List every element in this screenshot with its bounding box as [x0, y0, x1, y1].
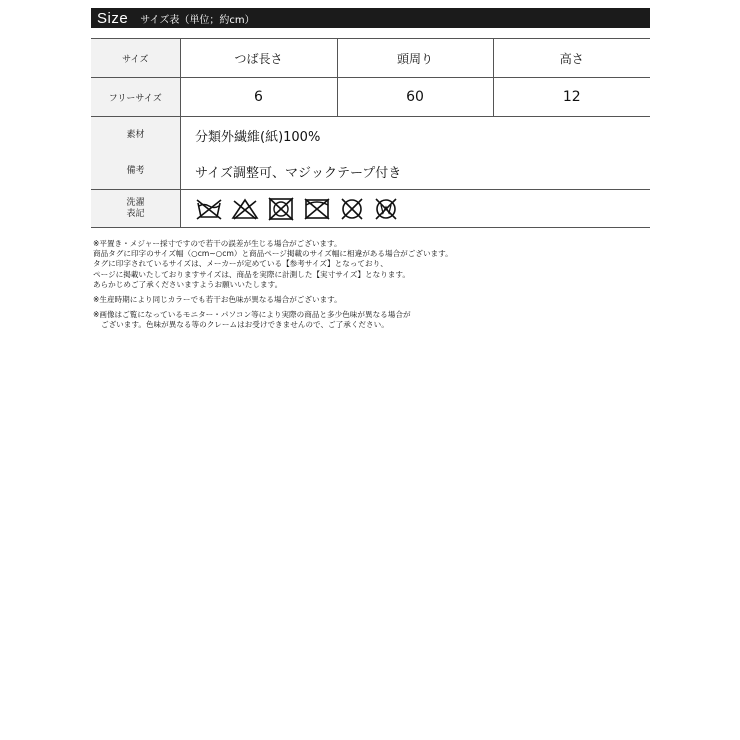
column-header-height: 高さ: [493, 39, 650, 78]
size-header-bar: [91, 8, 650, 28]
cell-head-circumference: 60: [337, 78, 493, 117]
care-row: [91, 189, 650, 227]
material-label: 素材: [91, 117, 181, 153]
note-line: ページに掲載いたしておりますサイズは、商品を実際に計測した【実寸サイズ】となります。: [93, 269, 410, 279]
table-row: [91, 78, 650, 117]
no-wet-clean-icon: [373, 197, 399, 221]
care-icons: [181, 197, 399, 221]
size-unit-note: サイズ表（単位；約cm）: [140, 14, 255, 26]
note-line: ございます。色味が異なる等のクレームはお受けできませんので、ご了承ください。: [101, 320, 389, 330]
material-row: [91, 117, 650, 153]
no-dry-clean-icon: [339, 197, 365, 221]
note-line: タグに印字されているサイズは、メーカーが定めている【参考サイズ】となっており、: [93, 259, 388, 269]
no-dry-icon: [303, 197, 331, 221]
size-table-header-row: [91, 39, 650, 78]
no-wash-icon: [195, 197, 223, 221]
no-bleach-icon: [231, 197, 259, 221]
column-header-head-circumference: 頭周り: [337, 39, 493, 78]
care-label-line-2: 表記: [126, 208, 145, 219]
note-line: あらかじめご了承くださいますようお願いいたします。: [93, 279, 283, 289]
remarks-value: サイズ調整可、マジックテープ付き: [195, 165, 402, 181]
size-notes: [93, 239, 653, 331]
size-title: Size: [97, 9, 129, 27]
size-table: [91, 38, 650, 117]
column-header-brim-length: つば長さ: [180, 39, 337, 78]
column-header-size: サイズ: [91, 39, 180, 78]
no-tumble-dry-icon: [267, 197, 295, 221]
row-size-name: フリーサイズ: [91, 78, 180, 117]
remarks-label: 備考: [91, 153, 181, 189]
note-line: ※生産時期により同じカラーでも若干お色味が異なる場合がございます。: [93, 295, 342, 305]
note-line: ※平置き・メジャー採寸ですので若干の誤差が生じる場合がございます。: [93, 239, 342, 248]
product-info-table: [91, 116, 650, 228]
material-value: 分類外繊維(紙)100%: [195, 129, 321, 145]
cell-height: 12: [493, 78, 650, 117]
care-label: [91, 190, 181, 227]
remarks-row: [91, 153, 650, 189]
cell-brim-length: 6: [180, 78, 337, 117]
note-line: ※画像はご覧になっているモニター・パソコン等により実際の商品と多少色味が異なる場合が: [93, 310, 411, 320]
care-label-line-1: 洗濯: [126, 197, 145, 208]
note-line: 商品タグに印字のサイズ幅（○cm~○cm）と商品ページ掲載のサイズ幅に相違がある場合がございます。: [93, 249, 453, 259]
